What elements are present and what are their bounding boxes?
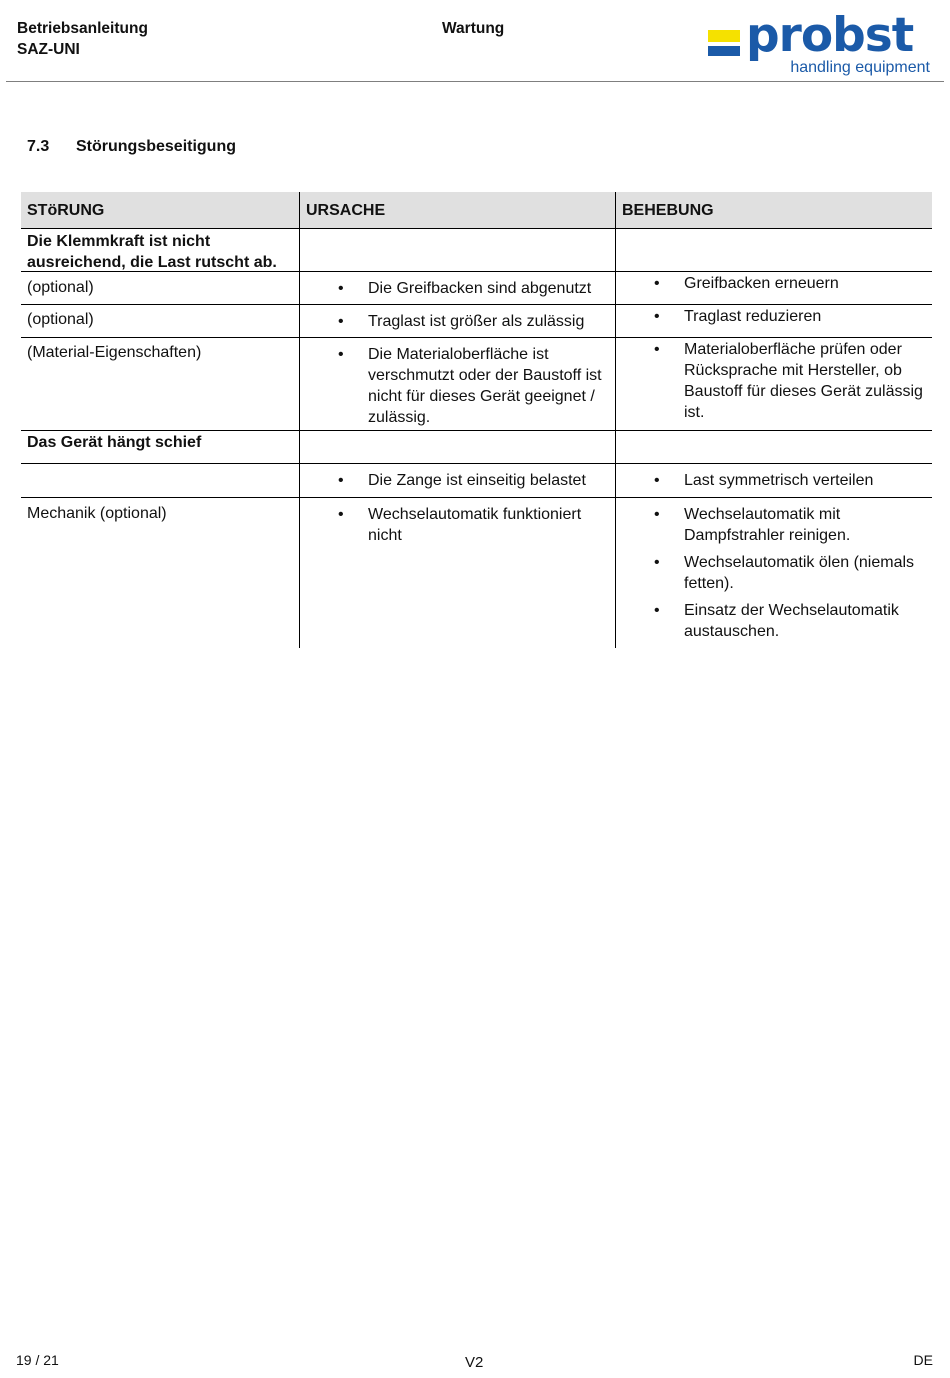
list-item bbox=[622, 273, 926, 294]
stoerung-cell: (Material-Eigenschaften) bbox=[27, 344, 202, 361]
section-title: Störungsbeseitigung bbox=[76, 138, 236, 155]
behebung-cell bbox=[615, 464, 932, 497]
ursache-cell bbox=[299, 305, 615, 337]
stoerung-cell: Die Klemmkraft ist nicht ausreichend, die Last rutscht ab. bbox=[27, 233, 277, 271]
header-left bbox=[17, 18, 148, 60]
behebung-cell bbox=[615, 272, 932, 304]
chapter-title: Wartung bbox=[442, 20, 505, 37]
bullet-icon: • bbox=[654, 275, 660, 292]
header-stoerung: STöRUNG bbox=[27, 202, 105, 219]
table-header-row bbox=[21, 192, 932, 229]
list-item bbox=[622, 339, 926, 423]
doc-type: Betriebsanleitung bbox=[17, 20, 148, 37]
behebung-cell bbox=[615, 431, 932, 463]
behebung-text: Materialoberfläche prüfen oder Rücksprache mit Hersteller, ob Baustoff für dieses Gerät zulässig ist. bbox=[684, 341, 923, 421]
behebung-text: Traglast reduzieren bbox=[684, 308, 822, 325]
ursache-cell bbox=[299, 272, 615, 304]
bullet-icon: • bbox=[654, 506, 660, 523]
bullet-icon: • bbox=[654, 341, 660, 358]
behebung-text: Last symmetrisch verteilen bbox=[684, 472, 874, 489]
logo-blue-bar bbox=[708, 46, 740, 56]
bullet-icon: • bbox=[338, 280, 344, 297]
header-divider bbox=[6, 81, 944, 82]
bullet-icon: • bbox=[654, 602, 660, 619]
list-item bbox=[622, 306, 926, 327]
list-item bbox=[306, 504, 609, 546]
probst-logo bbox=[708, 8, 932, 80]
list-item bbox=[306, 278, 609, 299]
bullet-icon: • bbox=[654, 472, 660, 489]
list-item bbox=[306, 344, 609, 428]
behebung-text: Wechselautomatik ölen (niemals fetten). bbox=[684, 554, 915, 592]
logo-tagline: handling equipment bbox=[790, 59, 930, 76]
list-item bbox=[622, 600, 926, 642]
language-code: DE bbox=[913, 1352, 933, 1368]
section-heading bbox=[27, 136, 236, 158]
section-number: 7.3 bbox=[27, 138, 50, 155]
table-row bbox=[21, 229, 932, 272]
ursache-cell bbox=[299, 338, 615, 430]
table-row bbox=[21, 431, 932, 464]
ursache-text: Traglast ist größer als zulässig bbox=[368, 313, 585, 330]
behebung-cell bbox=[615, 305, 932, 337]
bullet-icon: • bbox=[338, 472, 344, 489]
logo-wordmark: probst bbox=[746, 8, 914, 63]
behebung-text: Einsatz der Wechselautomatik austauschen. bbox=[684, 602, 899, 640]
behebung-cell bbox=[615, 229, 932, 271]
behebung-text: Greifbacken erneuern bbox=[684, 275, 839, 292]
table-row bbox=[21, 305, 932, 338]
header-behebung: BEHEBUNG bbox=[615, 192, 932, 228]
list-item bbox=[622, 552, 926, 594]
stoerung-cell bbox=[21, 464, 299, 497]
ursache-text: Die Zange ist einseitig belastet bbox=[368, 472, 586, 489]
bullet-icon: • bbox=[654, 308, 660, 325]
bullet-icon: • bbox=[338, 313, 344, 330]
bullet-icon: • bbox=[338, 346, 344, 363]
version-label: V2 bbox=[465, 1354, 484, 1371]
behebung-cell bbox=[615, 498, 932, 648]
ursache-text: Wechselautomatik funktioniert nicht bbox=[368, 506, 582, 544]
table-row bbox=[21, 498, 932, 648]
list-item bbox=[306, 311, 609, 332]
model-name: SAZ-UNI bbox=[17, 41, 80, 58]
ursache-text: Die Greifbacken sind abgenutzt bbox=[368, 280, 592, 297]
troubleshooting-table bbox=[21, 192, 932, 648]
ursache-cell bbox=[299, 229, 615, 271]
bullet-icon: • bbox=[338, 506, 344, 523]
bullet-icon: • bbox=[654, 554, 660, 571]
stoerung-cell: Das Gerät hängt schief bbox=[27, 434, 202, 451]
ursache-cell bbox=[299, 431, 615, 463]
ursache-text: Die Materialoberfläche ist verschmutzt oder der Baustoff ist nicht für dieses Gerät geeignet / zulässig. bbox=[368, 346, 602, 426]
list-item bbox=[306, 470, 609, 491]
list-item bbox=[622, 470, 926, 491]
page-number: 19 / 21 bbox=[16, 1352, 59, 1368]
table-row bbox=[21, 272, 932, 305]
list-item bbox=[622, 504, 926, 546]
table-row bbox=[21, 338, 932, 431]
stoerung-cell: Mechanik (optional) bbox=[27, 505, 167, 522]
stoerung-cell: (optional) bbox=[27, 311, 94, 328]
table-row bbox=[21, 464, 932, 498]
behebung-cell bbox=[615, 338, 932, 430]
logo-yellow-bar bbox=[708, 30, 740, 42]
behebung-text: Wechselautomatik mit Dampfstrahler reinigen. bbox=[684, 506, 851, 544]
ursache-cell bbox=[299, 464, 615, 497]
header-ursache: URSACHE bbox=[299, 192, 615, 228]
ursache-cell bbox=[299, 498, 615, 648]
stoerung-cell: (optional) bbox=[27, 279, 94, 296]
